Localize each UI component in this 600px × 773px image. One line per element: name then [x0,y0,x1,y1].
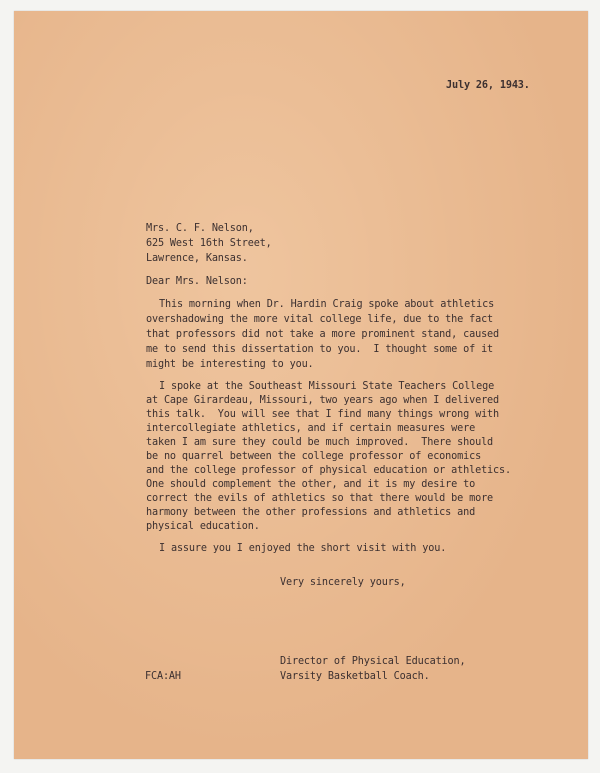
paragraph-2-line: at Cape Girardeau, Missouri, two years ago when I delivered [146,395,500,406]
paragraph-1-line: overshadowing the more vital college life, due to the fact [146,314,494,325]
paragraph-2-line: physical education. [146,521,260,532]
letter-date: July 26, 1943. [446,80,530,91]
paragraph-1-line: might be interesting to you. [146,359,314,370]
closing: Very sincerely yours, [280,577,406,588]
paragraph-2-line: this talk. You will see that I find many things wrong with [146,409,500,420]
typist-initials: FCA:AH [145,671,181,682]
paragraph-2-line: harmony between the other professions and athletics and [146,507,476,518]
recipient-city: Lawrence, Kansas. [146,253,248,264]
paragraph-2-line: and the college professor of physical education or athletics. [146,465,511,476]
salutation: Dear Mrs. Nelson: [146,276,248,287]
paragraph-2-line: One should complement the other, and it is my desire to [146,479,476,490]
letter-sheet [14,11,588,759]
signature-title-line: Director of Physical Education, [280,656,466,667]
paragraph-1-line: me to send this dissertation to you. I thought some of it [146,344,494,355]
paragraph-1-line: that professors did not take a more prominent stand, caused [146,329,500,340]
paragraph-2-line: I spoke at the Southeast Missouri State Teachers College [159,381,495,392]
signature-title-line: Varsity Basketball Coach. [280,671,430,682]
recipient-street: 625 West 16th Street, [146,238,272,249]
paragraph-2-line: be no quarrel between the college professor of economics [146,451,482,462]
paragraph-1-line: This morning when Dr. Hardin Craig spoke about athletics [159,299,495,310]
paragraph-3: I assure you I enjoyed the short visit with you. [159,543,447,554]
recipient-name: Mrs. C. F. Nelson, [146,223,254,234]
paragraph-2-line: taken I am sure they could be much improved. There should [146,437,494,448]
paragraph-2-line: intercollegiate athletics, and if certain measures were [146,423,476,434]
paragraph-2-line: correct the evils of athletics so that there would be more [146,493,494,504]
